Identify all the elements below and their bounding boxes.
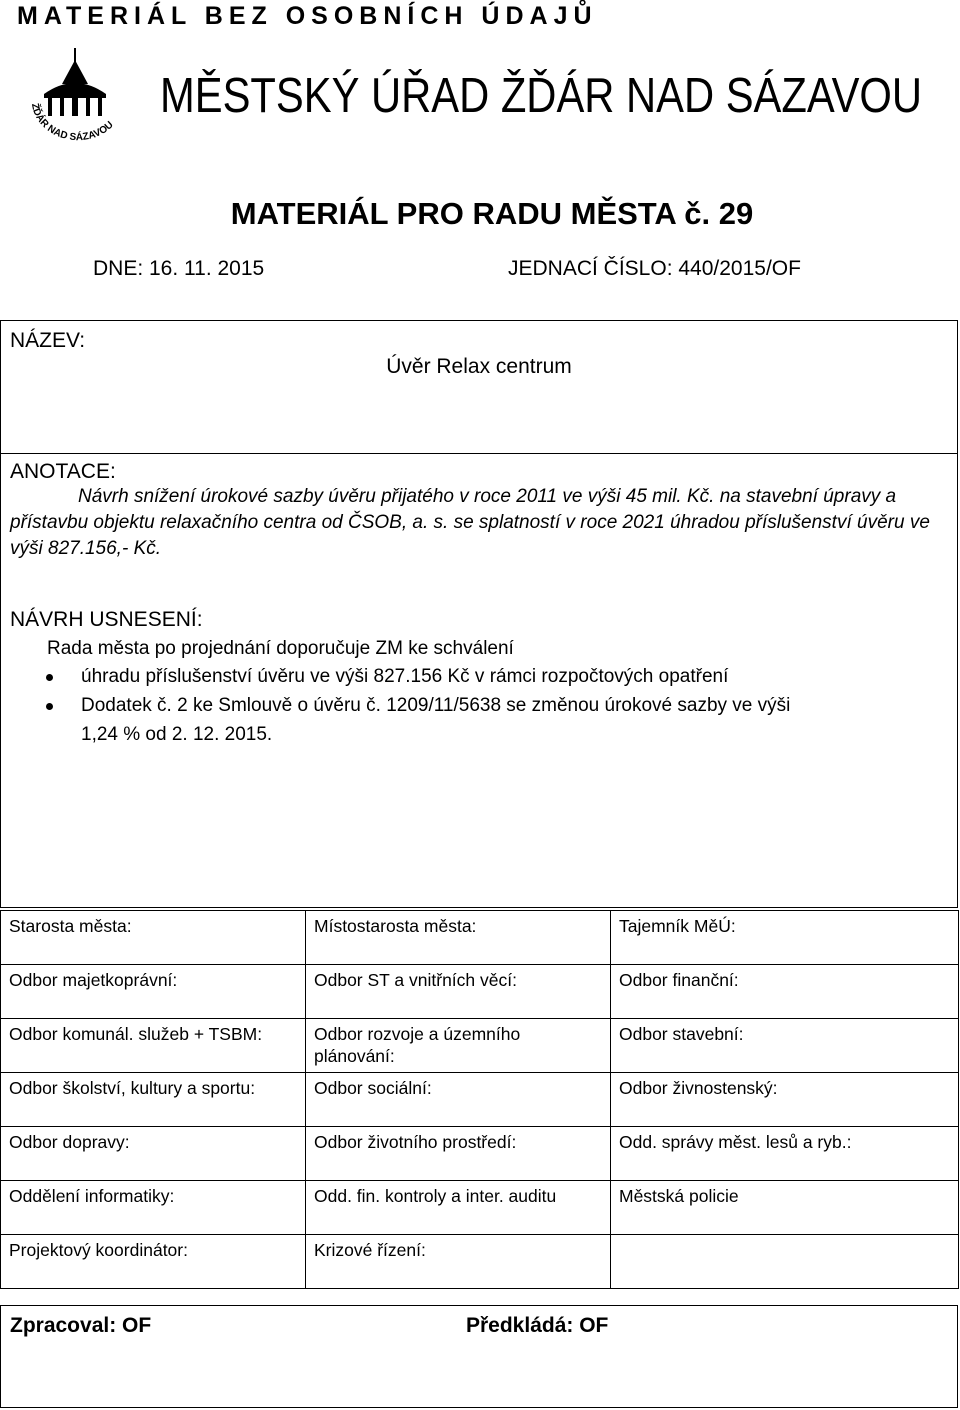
table-row xyxy=(1,1127,959,1181)
signature-cell xyxy=(611,1235,959,1289)
signature-cell: Odbor ST a vnitřních věcí: xyxy=(306,965,611,1019)
resolution-intro: Rada města po projednání doporučuje ZM ke schválení xyxy=(47,638,514,659)
signature-cell: Odbor školství, kultury a sportu: xyxy=(1,1073,306,1127)
city-emblem-icon xyxy=(24,46,128,146)
signature-cell: Odbor sociální: xyxy=(306,1073,611,1127)
signature-cell: Odd. správy měst. lesů a ryb.: xyxy=(611,1127,959,1181)
resolution-list xyxy=(41,662,790,749)
annotation-label: ANOTACE: xyxy=(10,460,116,483)
svg-text:MĚSTSKÝ ÚŘAD ŽĎÁR NAD SÁZAVOU: MĚSTSKÝ ÚŘAD ŽĎÁR NAD SÁZAVOU xyxy=(160,69,922,120)
document-title: MATERIÁL PRO RADU MĚSTA č. 29 xyxy=(230,196,754,231)
table-row xyxy=(1,1181,959,1235)
resolution-item: úhradu příslušenství úvěru ve výši 827.156 Kč v rámci rozpočtových opatření xyxy=(41,662,790,691)
signature-cell: Tajemník MěÚ: xyxy=(611,911,959,965)
table-row xyxy=(1,1073,959,1127)
submitted-by: Předkládá: OF xyxy=(466,1314,609,1337)
table-row xyxy=(1,1019,959,1073)
table-row xyxy=(1,911,959,965)
signature-cell: Starosta města: xyxy=(1,911,306,965)
name-label: NÁZEV: xyxy=(10,329,86,352)
reference-number: JEDNACÍ ČÍSLO: 440/2015/OF xyxy=(508,257,801,280)
meeting-date: DNE: 16. 11. 2015 xyxy=(93,257,265,280)
signature-cell: Odbor rozvoje a územního plánování: xyxy=(306,1019,611,1073)
signature-cell: Městská policie xyxy=(611,1181,959,1235)
prepared-by: Zpracoval: OF xyxy=(10,1314,152,1337)
office-name-logo xyxy=(160,60,930,120)
signature-cell: Odbor stavební: xyxy=(611,1019,959,1073)
footer-section xyxy=(0,1305,958,1408)
signature-cell: Krizové řízení: xyxy=(306,1235,611,1289)
signature-cell: Oddělení informatiky: xyxy=(1,1181,306,1235)
resolution-item: Dodatek č. 2 ke Smlouvě o úvěru č. 1209/11/5638 se změnou úrokové sazby ve výši 1,24 % od 2. 12. 2015. xyxy=(41,691,790,749)
signature-cell: Odbor komunál. služeb + TSBM: xyxy=(1,1019,306,1073)
table-row xyxy=(1,1235,959,1289)
name-value: Úvěr Relax centrum xyxy=(386,355,572,378)
signature-cell: Odd. fin. kontroly a inter. auditu xyxy=(306,1181,611,1235)
table-row xyxy=(1,965,959,1019)
signature-cell: Projektový koordinátor: xyxy=(1,1235,306,1289)
confidentiality-banner: MATERIÁL BEZ OSOBNÍCH ÚDAJŮ xyxy=(17,2,598,30)
signature-cell: Odbor finanční: xyxy=(611,965,959,1019)
annotation-section xyxy=(0,453,958,908)
resolution-label: NÁVRH USNESENÍ: xyxy=(10,608,203,631)
signature-cell: Místostarosta města: xyxy=(306,911,611,965)
annotation-text: Návrh snížení úrokové sazby úvěru přijatého v roce 2011 ve výši 45 mil. Kč. na stavební úpravy a přístavbu objektu relaxačního centra od ČSOB, a. s. se splatností v roce 2021 úhradou příslušenství úvěru ve výši 827.156,- Kč. xyxy=(10,486,930,559)
signature-cell: Odbor živnostenský: xyxy=(611,1073,959,1127)
name-section xyxy=(0,320,958,453)
signature-cell: Odbor dopravy: xyxy=(1,1127,306,1181)
signature-cell: Odbor životního prostředí: xyxy=(306,1127,611,1181)
signature-table xyxy=(0,910,959,1289)
svg-text:ŽĎÁR NAD SÁZAVOU: ŽĎÁR NAD SÁZAVOU xyxy=(28,102,116,144)
signature-cell: Odbor majetkoprávní: xyxy=(1,965,306,1019)
